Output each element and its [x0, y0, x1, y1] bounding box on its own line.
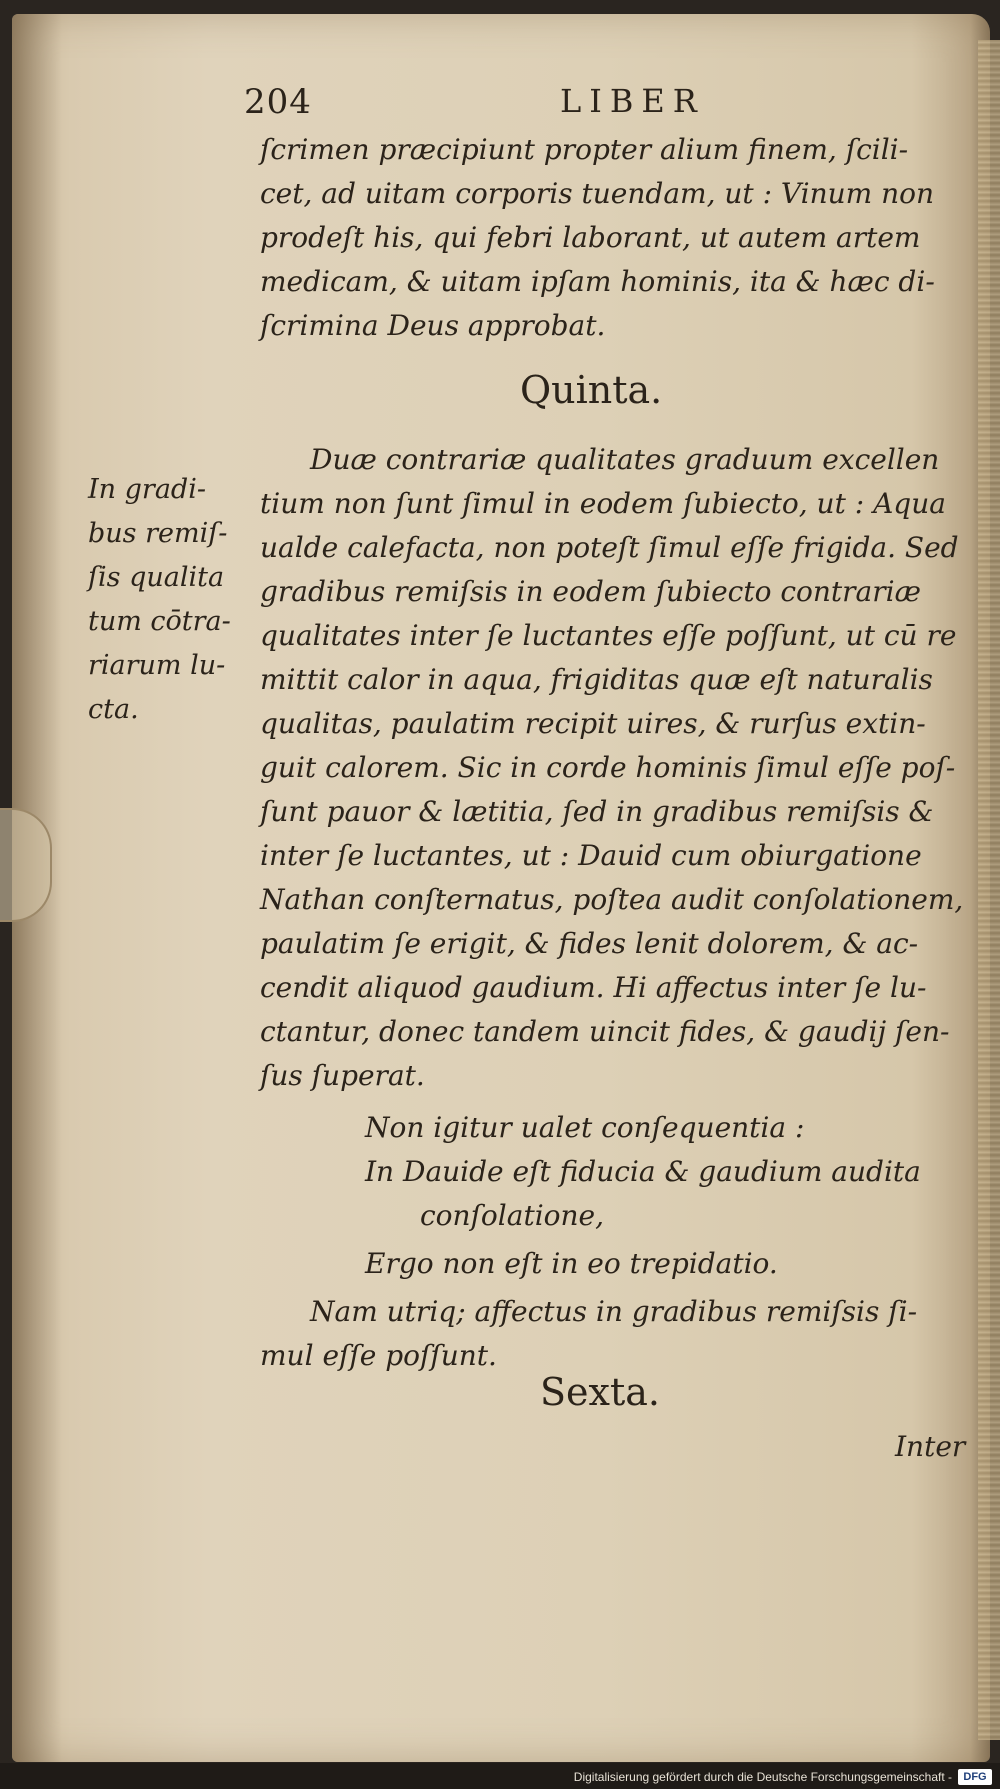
page-header [240, 82, 840, 126]
marginal-note-line: riarum lu- [88, 650, 226, 681]
body-line: tium non ſunt ſimul in eodem ſubiecto, ut : Aqua [260, 487, 946, 520]
body-line: mittit calor in aqua, frigiditas quæ eſt naturalis [260, 663, 933, 696]
body-line: paulatim ſe erigit, & fides lenit dolorem, & ac- [260, 927, 919, 960]
marginal-note-line: cta. [88, 694, 139, 725]
syllogism-line: Ergo non eſt in eo trepidatio. [365, 1247, 778, 1280]
body-line: ſcrimen præcipiunt propter alium finem, ſcili- [260, 133, 909, 166]
body-line: ſcrimina Deus approbat. [260, 309, 606, 342]
funding-credit: Digitalisierung gefördert durch die Deutsche Forschungsgemeinschaft - [573, 1770, 952, 1784]
body-line: cet, ad uitam corporis tuendam, ut : Vinum non [260, 177, 935, 210]
body-line: guit calorem. Sic in corde hominis ſimul eſſe poſ- [260, 751, 956, 784]
page-number: 204 [244, 82, 312, 122]
marginal-note [88, 468, 248, 732]
body-line: ſunt pauor & lætitia, ſed in gradibus remiſsis & [260, 795, 934, 828]
marginal-note-line: tum cōtra- [88, 606, 231, 637]
marginal-note-line: bus remiſ- [88, 518, 228, 549]
page-clip-tab [0, 808, 52, 922]
body-line: ſus ſuperat. [260, 1059, 425, 1092]
marginal-note-line: ſis qualita [88, 562, 225, 593]
body-line: ualde calefacta, non poteſt ſimul eſſe frigida. Sed [260, 531, 959, 564]
body-line: medicam, & uitam ipſam hominis, ita & hæc di- [260, 265, 935, 298]
section-heading-sexta: Sexta. [540, 1370, 660, 1414]
dfg-logo: DFG [958, 1769, 992, 1785]
body-line: qualitates inter ſe luctantes eſſe poſſunt, ut cū re [260, 619, 957, 652]
footer-bar [0, 1763, 1000, 1789]
body-line: Nam utriq; affectus in gradibus remiſsis ſi- [310, 1295, 918, 1328]
syllogism-line: conſolatione, [420, 1199, 605, 1232]
body-line: inter ſe luctantes, ut : Dauid cum obiurgatione [260, 839, 922, 872]
body-line: Nathan conſternatus, poſtea audit conſolationem, [260, 883, 964, 916]
page-edges [978, 40, 1000, 1740]
syllogism-line: In Dauide eſt fiducia & gaudium audita [365, 1155, 921, 1188]
body-line: cendit aliquod gaudium. Hi affectus inter ſe lu- [260, 971, 927, 1004]
body-line: gradibus remiſsis in eodem ſubiecto contrariæ [260, 575, 921, 608]
running-title: LIBER [560, 82, 705, 120]
body-line: qualitas, paulatim recipit uires, & rurſus extin- [260, 707, 926, 740]
marginal-note-line: In gradi- [88, 474, 206, 505]
syllogism-line: Non igitur ualet conſequentia : [365, 1111, 805, 1144]
body-line: prodeſt his, qui febri laborant, ut autem artem [260, 221, 921, 254]
catchword: Inter [895, 1430, 966, 1463]
body-line: Duæ contrariæ qualitates graduum excellen [310, 443, 940, 476]
body-line: mul eſſe poſſunt. [260, 1339, 497, 1372]
section-heading-quinta: Quinta. [520, 368, 663, 412]
body-line: ctantur, donec tandem uincit fides, & gaudij ſen- [260, 1015, 950, 1048]
